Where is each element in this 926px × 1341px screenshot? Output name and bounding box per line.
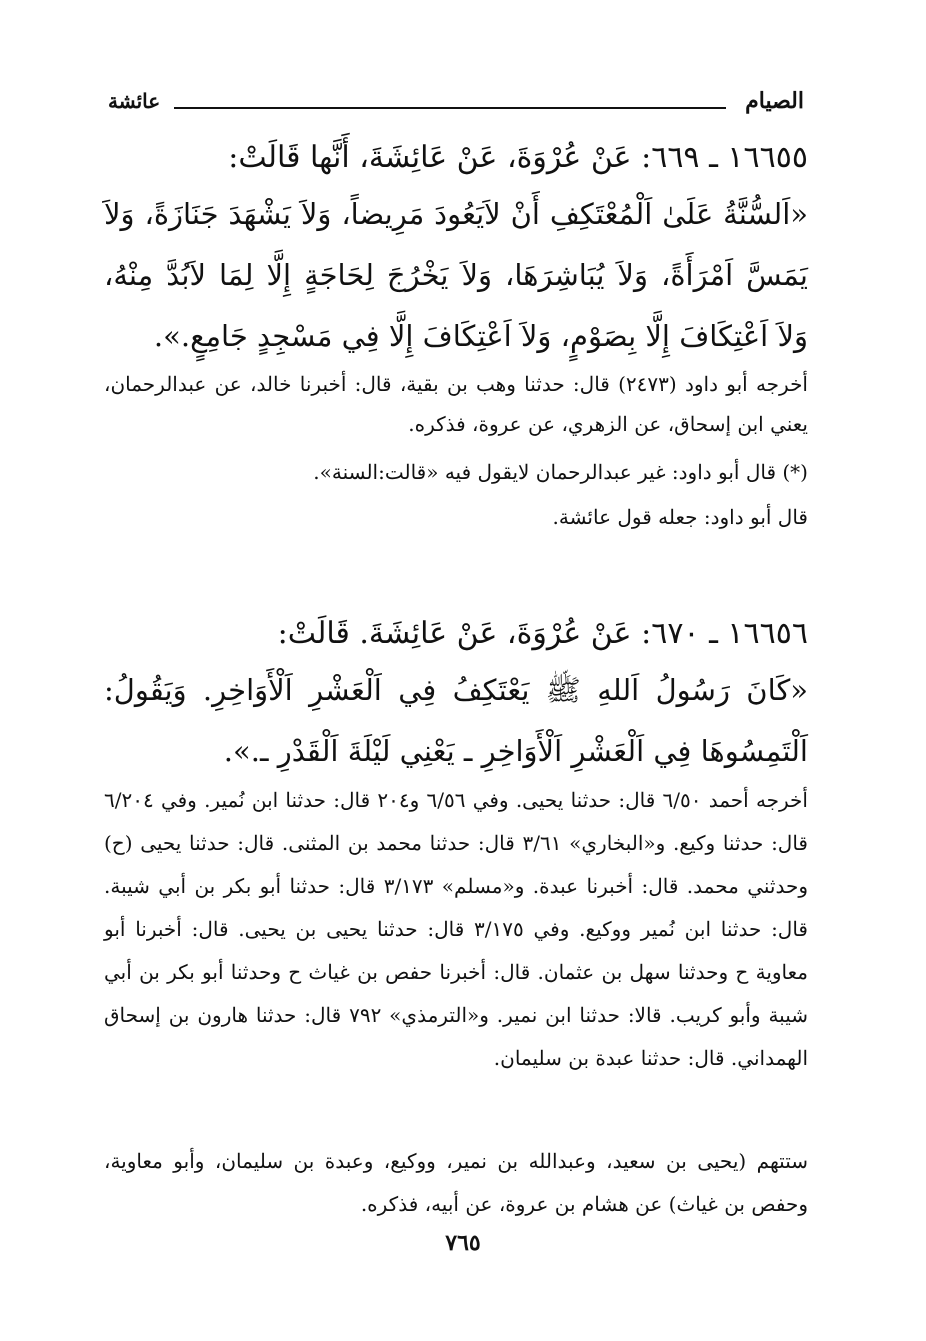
header-rule bbox=[174, 107, 726, 109]
hadith-heading: ١٦٦٥٥ ـ ٦٦٩: عَنْ عُرْوَةَ، عَنْ عَائِشَةَ، أَنَّها قَالَتْ: bbox=[228, 140, 808, 175]
running-header bbox=[108, 86, 804, 122]
hadith-heading: ١٦٦٥٦ ـ ٦٧٠: عَنْ عُرْوَةَ، عَنْ عَائِشَةَ. قَالَتْ: bbox=[277, 616, 808, 651]
hadith-text: «اَلسُّنَّةُ عَلَىٰ اَلْمُعْتَكِفِ أَنْ لاَيَعُودَ مَرِيضاً، وَلاَ يَشْهَدَ جَنَازَةً، وَلاَ يَمَسَّ اَمْرَأَةً، وَلاَ يُبَاشِرَهَا، وَلاَ يَخْرُجَ لِحَاجَةٍ إِلَّا لِمَا لاَبُدَّ مِنْهُ، وَلاَ اَعْتِكَافَ إِلَّا بِصَوْمٍ، وَلاَ اَعْتِكَافَ إِلَّا فِي مَسْجِدٍ جَامِعٍ.». bbox=[104, 197, 808, 353]
header-narrator-name: عائشة bbox=[108, 89, 161, 113]
header-section-title: الصيام bbox=[745, 88, 804, 114]
takhrij-text: أخرجه أبو داود (٢٤٧٣) قال: حدثنا وهب بن بقية، قال: أخبرنا خالد، عن عبدالرحمان، يعني ابن إسحاق، عن الزهري، عن عروة، فذكره. bbox=[104, 372, 808, 436]
footnote: (*) قال أبو داود: غير عبدالرحمان لايقول فيه «قالت:السنة». bbox=[313, 460, 808, 484]
takhrij-text: أخرجه أحمد ٦/٥٠ قال: حدثنا يحيى. وفي ٦/٥٦ و٢٠٤ قال: حدثنا ابن نُمير. وفي ٦/٢٠٤ قال: حدثنا وكيع. و«البخاري» ٣/٦١ قال: حدثنا محمد بن المثنى. قال: حدثنا يحيى (ح) وحدثني محمد. قال: أخبرنا عبدة. و«مسلم» ٣/١٧٣ قال: حدثنا أبو بكر بن أبي شيبة. قال: حدثنا ابن نُمير ووكيع. وفي ٣/١٧٥ قال: حدثنا يحيى بن يحيى. قال: أخبرنا أبو معاوية ح وحدثنا سهل بن عثمان. قال: أخبرنا حفص بن غياث ح وحدثنا أبو بكر بن أبي شيبة وأبو كريب. قالا: حدثنا ابن نمير. و«الترمذي» ٧٩٢ قال: حدثنا هارون بن إسحاق الهمداني. قال: حدثنا عبدة بن سليمان. bbox=[104, 788, 808, 1070]
hadith-text: «كَانَ رَسُولُ اَللهِ ﷺ يَعْتَكِفُ فِي اَلْعَشْرِ اَلْأَوَاخِرِ. وَيَقُولُ: اَلْتَمِسُوهَا فِي اَلْعَشْرِ اَلْأَوَاخِرِ ـ يَعْنِي لَيْلَةَ اَلْقَدْرِ ـ.». bbox=[104, 673, 808, 768]
takhrij-summary: ستتهم (يحيى بن سعيد، وعبدالله بن نمير، ووكيع، وعبدة بن سليمان، وأبو معاوية، وحفص بن غياث) عن هشام بن عروة، عن أبيه، فذكره. bbox=[104, 1149, 808, 1216]
page-number: ٧٦٥ bbox=[445, 1230, 481, 1256]
footnote: قال أبو داود: جعله قول عائشة. bbox=[552, 505, 808, 529]
